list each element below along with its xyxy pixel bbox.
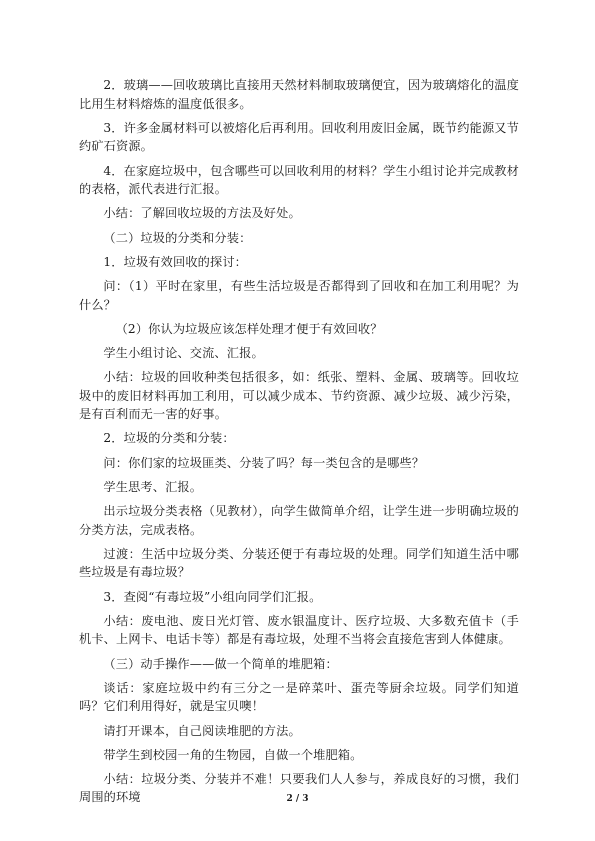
question-1: 问：（1）平时在家里，有些生活垃圾是否都得到了回收和在加工利用呢？为什么？ (79, 278, 519, 312)
section-heading-classification: （二）垃圾的分类和分装： (103, 230, 252, 245)
page-number: 2 / 3 (286, 794, 309, 804)
paragraph-summary-toxic: 小结：废电池、废日光灯管、废水银温度计、医疗垃圾、大多数充值卡（手机卡、上网卡、电话卡等）都是有毒垃圾，处理不当将会直接危害到人体健康。 (79, 613, 519, 647)
paragraph-glass-recycling: 2．玻璃——回收玻璃比直接用天然材料制取玻璃便宜，因为玻璃熔化的温度比用生材料熔炼的温度低很多。 (79, 78, 519, 111)
paragraph-summary-types: 小结：垃圾的回收种类包括很多，如：纸张、塑料、金属、玻璃等。回收垃圾中的废旧材料再加工利用，可以减少成本、节约资源、减少垃圾、减少污染，是有百利而无一害的好事。 (79, 370, 519, 422)
subheading-effective-recycling: 1．垃圾有效回收的探讨： (103, 254, 248, 269)
paragraph-sorting-table: 出示垃圾分类表格（见教材），向学生做简单介绍，让学生进一步明确垃圾的分类方法，完成表格。 (79, 504, 519, 537)
question-2: （2）你认为垃圾应该怎样处理才便于有效回收？ (115, 321, 383, 336)
paragraph-summary-recycling: 小结：了解回收垃圾的方法及好处。 (103, 206, 301, 221)
paragraph-summary-final: 小结：垃圾分类、分装并不难！只要我们人人参与，养成良好的习惯，我们周围的环境 (79, 771, 519, 805)
subheading-toxic-waste: 3．查阅“有毒垃圾”小组向同学们汇报。 (103, 589, 322, 604)
question-home-sorting: 问：你们家的垃圾匪类、分装了吗？每一类包含的是哪些？ (103, 455, 425, 470)
document-body (79, 76, 519, 813)
paragraph-student-report: 学生思考、汇报。 (103, 479, 203, 494)
section-heading-compost: （三）动手操作——做一个简单的堆肥箱： (103, 656, 338, 671)
paragraph-make-compost-box: 带学生到校园一角的生物园，自做一个堆肥箱。 (103, 747, 363, 762)
paragraph-metal-recycling: 3．许多金属材料可以被熔化后再利用。回收利用废旧金属，既节约能源又节约矿石资源。 (79, 120, 519, 154)
paragraph-household-materials: 4．在家庭垃圾中，包含哪些可以回收利用的材料？学生小组讨论并完成教材的表格，派代表进行汇报。 (79, 163, 519, 197)
paragraph-transition: 过渡：生活中垃圾分类、分装还便于有毒垃圾的处理。同学们知道生活中哪些垃圾是有毒垃圾？ (79, 546, 519, 580)
subheading-classification: 2．垃圾的分类和分装： (103, 431, 235, 446)
paragraph-read-textbook: 请打开课本，自己阅读堆肥的方法。 (103, 723, 301, 738)
paragraph-talk-kitchen-waste: 谈话：家庭垃圾中约有三分之一是碎菜叶、蛋壳等厨余垃圾。同学们知道吗？它们利用得好，就是宝贝噢！ (79, 680, 519, 714)
paragraph-group-discussion: 学生小组讨论、交流、汇报。 (103, 345, 264, 360)
